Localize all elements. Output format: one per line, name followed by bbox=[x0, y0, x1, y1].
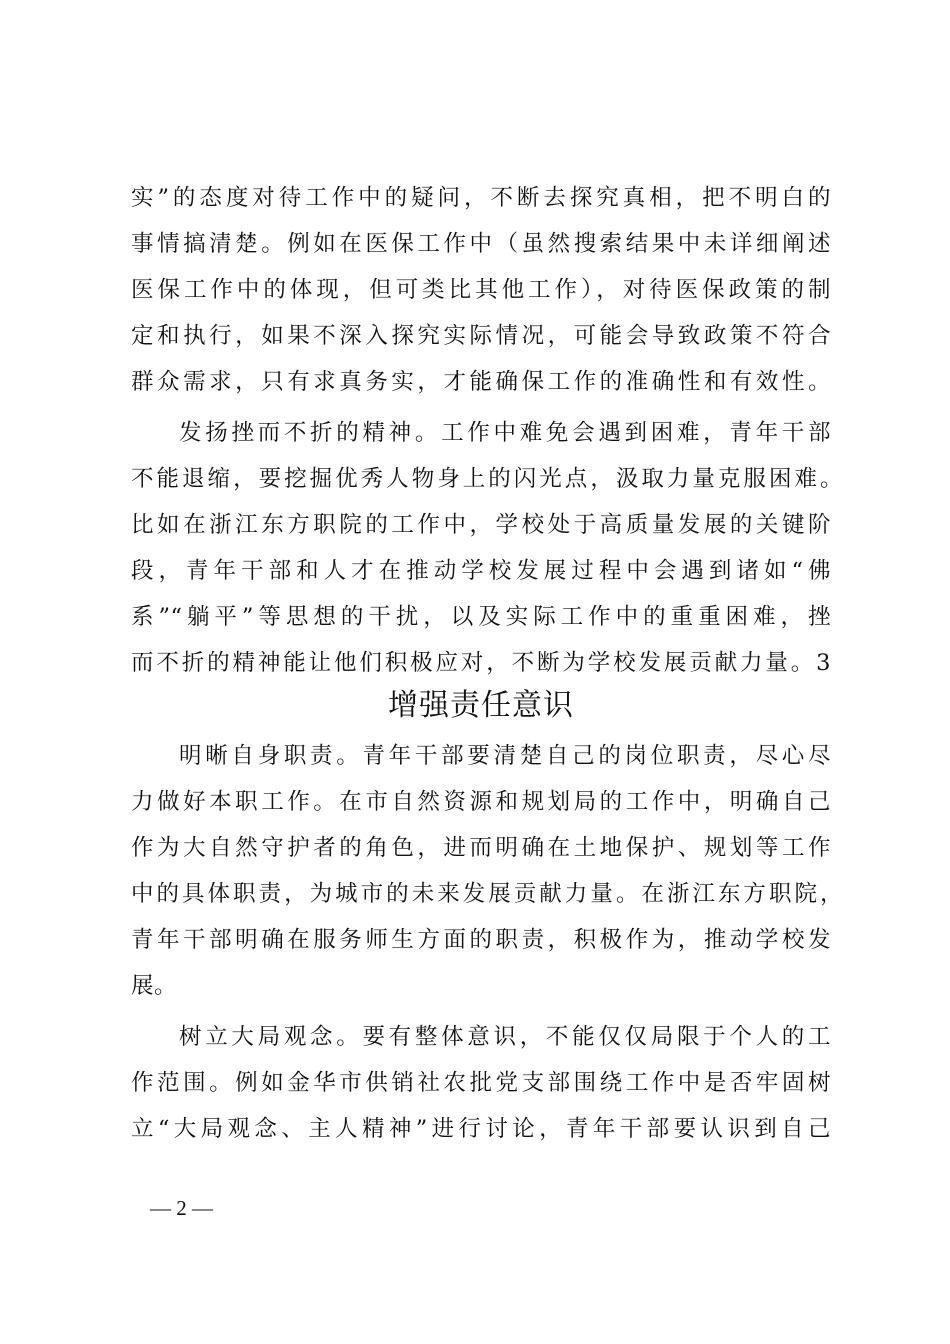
section-heading: 增强责任意识 bbox=[388, 688, 574, 723]
text-line: 群众需求，只有求真务实，才能确保工作的准确性和有效性。 bbox=[131, 369, 831, 395]
text-line: 段，青年干部和人才在推动学校发展过程中会遇到诸如“佛 bbox=[131, 558, 831, 584]
text-line: 系”“躺平”等思想的干扰，以及实际工作中的重重困难，挫 bbox=[131, 604, 831, 630]
text-line: 作为大自然守护者的角色，进而明确在土地保护、规划等工作 bbox=[131, 835, 831, 861]
text-line: 青年干部明确在服务师生方面的职责，积极作为，推动学校发 bbox=[131, 927, 831, 953]
text-line: 而不折的精神能让他们积极应对，不断为学校发展贡献力量。3 bbox=[131, 650, 831, 676]
text-line: 力做好本职工作。在市自然资源和规划局的工作中，明确自己 bbox=[131, 789, 831, 815]
text-line: 发扬挫而不折的精神。工作中难免会遇到困难，青年干部 bbox=[179, 420, 831, 446]
text-line: 医保工作中的体现，但可类比其他工作），对待医保政策的制 bbox=[131, 277, 831, 303]
text-line: 立“大局观念、主人精神”进行讨论，青年干部要认识到自己 bbox=[131, 1116, 831, 1142]
text-line: 不能退缩，要挖掘优秀人物身上的闪光点，汲取力量克服困难。 bbox=[131, 466, 843, 492]
text-line: 明晰自身职责。青年干部要清楚自己的岗位职责，尽心尽 bbox=[179, 743, 831, 769]
text-line: 作范围。例如金华市供销社农批党支部围绕工作中是否牢固树 bbox=[131, 1070, 831, 1096]
text-line: 实”的态度对待工作中的疑问，不断去探究真相，把不明白的 bbox=[131, 185, 831, 211]
page-number: — 2 — bbox=[150, 1196, 213, 1220]
text-line: 事情搞清楚。例如在医保工作中（虽然搜索结果中未详细阐述 bbox=[131, 231, 831, 257]
text-line: 定和执行，如果不深入探究实际情况，可能会导致政策不符合 bbox=[131, 323, 831, 349]
text-line: 树立大局观念。要有整体意识，不能仅仅局限于个人的工 bbox=[179, 1024, 831, 1050]
text-line: 展。 bbox=[131, 973, 178, 999]
text-line: 中的具体职责，为城市的未来发展贡献力量。在浙江东方职院， bbox=[131, 881, 843, 907]
text-line: 比如在浙江东方职院的工作中，学校处于高质量发展的关键阶 bbox=[131, 512, 831, 538]
